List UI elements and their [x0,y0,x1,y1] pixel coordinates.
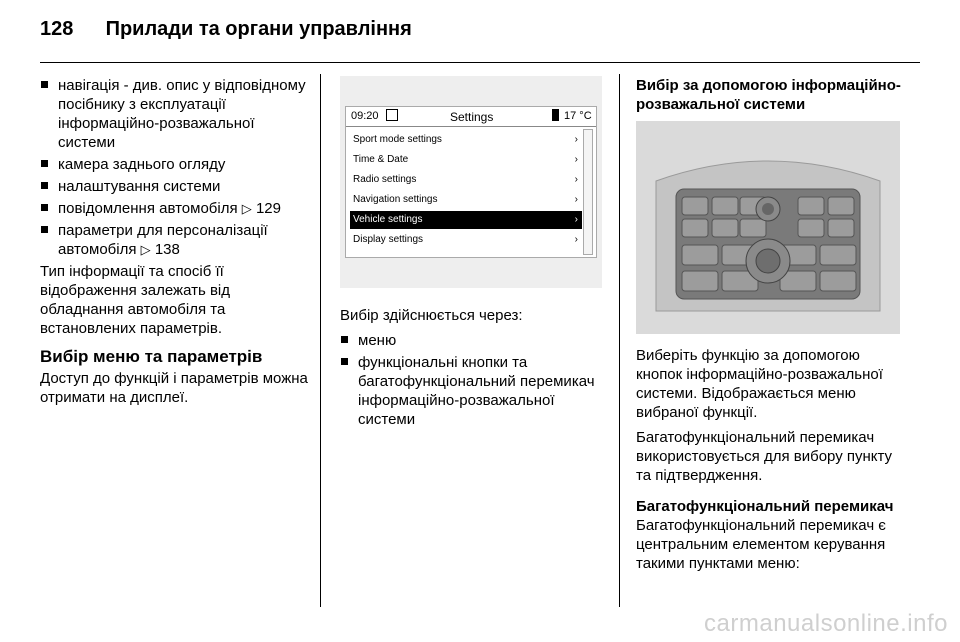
bullet-icon [41,204,48,211]
list-item: налаштування системи [40,177,310,196]
page-number: 128 [40,18,74,40]
column-divider-left [320,74,321,607]
display-screen [345,106,597,258]
middle-bullet-list [340,331,612,429]
screen-menu-item[interactable]: Sport mode settings › [350,131,582,149]
chevron-right-icon: › [574,214,578,225]
bullet-icon [341,336,348,343]
section-heading: Вибір за допомогою інформаційно-розважальної системи [636,77,901,113]
list-item: меню [340,331,612,350]
right-paragraph-2: Багатофункціональний перемикач використовується для вибору пункту та підтвердження. [636,429,893,484]
right-paragraph-1: Виберіть функцію за допомогою кнопок інформаційно-розважальної системи. Відображається меню вибраної функції. [636,347,883,421]
bullet-icon [341,358,348,365]
page-ref[interactable]: 138 [154,241,180,258]
screen-menu-item[interactable]: Vehicle settings › [350,211,582,229]
chevron-right-icon: › [574,194,578,205]
list-item: навігація - див. опис у відповідному посібнику з експлуатації інформаційно-розважальної системи [40,76,310,152]
screen-status-bar [346,107,596,125]
page-ref-arrow-icon: ▷ [241,201,252,216]
screen-scrollbar [583,129,593,255]
bullet-icon [41,182,48,189]
screen-time: 09:20 [351,110,379,122]
screen-menu-item[interactable]: Navigation settings › [350,191,582,209]
back-icon [386,109,398,121]
chevron-right-icon: › [574,174,578,185]
page-ref[interactable]: 129 [255,200,281,217]
list-item: камера заднього огляду [40,155,310,174]
screen-menu-item[interactable]: Radio settings › [350,171,582,189]
page-title: Прилади та органи управління [105,18,412,40]
control-panel-figure [636,121,900,334]
middle-intro: Вибір здійснюється через: [340,307,523,324]
settings-display-figure [340,76,602,288]
right-column-bottom [636,346,906,579]
left-paragraph-2: Доступ до функцій і параметрів можна отримати на дисплеї. [40,370,308,406]
right-column-top [636,76,906,114]
left-bullet-list [40,76,310,259]
screen-menu-item[interactable]: Time & Date › [350,151,582,169]
bullet-icon [41,226,48,233]
thermometer-icon [552,109,559,121]
bullet-icon [41,160,48,167]
page-ref-arrow-icon: ▷ [140,242,151,257]
control-panel-illustration [636,121,900,334]
section-heading: Вибір меню та параметрів [40,347,263,366]
chevron-right-icon: › [574,234,578,245]
screen-title: Settings [450,110,494,124]
right-paragraph-3: Багатофункціональний перемикач є центральним елементом керування такими пунктами меню: [636,517,886,572]
left-column [40,76,310,413]
middle-column [340,306,612,432]
list-item: параметри для персоналізації автомобіля ▷ 138 [40,221,310,259]
watermark: carmanualsonline.info [704,610,948,637]
chevron-right-icon: › [574,134,578,145]
list-item: функціональні кнопки та багатофункціональний перемикач інформаційно-розважальної системи [340,353,612,429]
screen-temperature: 17 °C [564,110,592,122]
column-divider-right [619,74,620,607]
screen-divider [346,126,596,127]
screen-menu-item[interactable]: Display settings › [350,231,582,249]
bullet-icon [41,81,48,88]
left-paragraph: Тип інформації та спосіб її відображення залежать від обладнання автомобіля та встановлених параметрів. [40,263,231,337]
page-header [40,18,412,41]
section-heading: Багатофункціональний перемикач [636,498,894,515]
list-item: повідомлення автомобіля ▷ 129 [40,199,310,218]
header-rule [40,62,920,63]
chevron-right-icon: › [574,154,578,165]
